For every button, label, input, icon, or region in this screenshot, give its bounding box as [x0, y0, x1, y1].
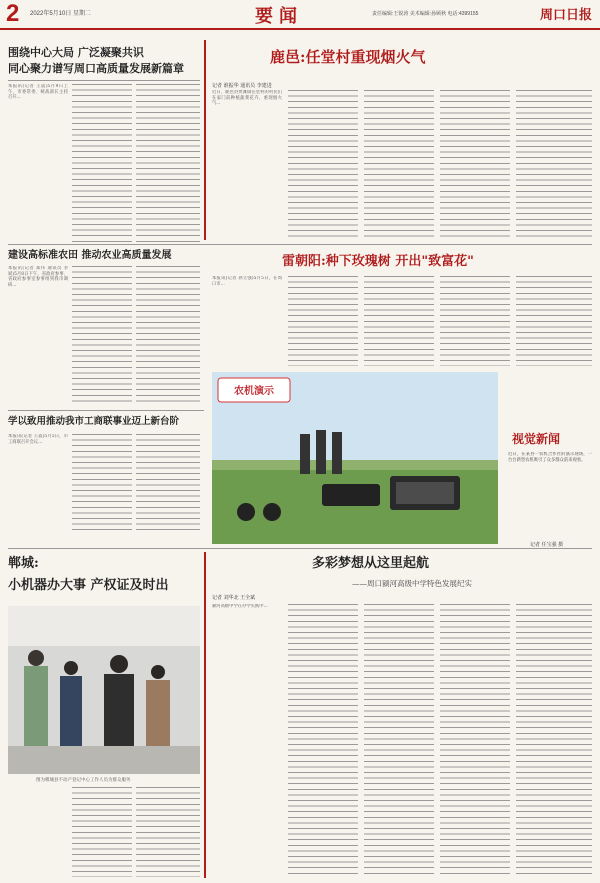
visual-news-title: 视觉新闻	[512, 432, 561, 446]
article3-body-col2	[72, 266, 132, 406]
article2-title: 鹿邑:任堂村重现烟火气	[270, 48, 426, 66]
article7-title: 多彩梦想从这里起航	[312, 556, 430, 571]
article1-title-line2: 同心聚力谱写周口高质量发展新篇章	[8, 62, 184, 75]
article4-body-col2	[288, 276, 358, 366]
article2-body-col4	[440, 90, 510, 240]
issue-date: 2022年5月10日 星期二	[30, 11, 92, 17]
newspaper-logo: 周口日报	[539, 8, 592, 23]
article2-lead: 近日，鹿邑县贾滩镇任堂村的村民们在家门前种植蔬菜花卉，重现烟火气...	[212, 90, 282, 107]
article6-body-col3	[136, 787, 200, 877]
article4-title: 雷朝阳:种下玫瑰树 开出"致富花"	[282, 254, 474, 269]
article2-body-col2	[288, 90, 358, 240]
article7-subtitle: ——周口颍河高级中学特色发展纪实	[352, 579, 472, 588]
article6-lead	[8, 787, 68, 877]
visual-news-caption: 近日，在某县一农机合作社的演示现场，一台台新型农机吸引了众多群众前来观看。	[508, 452, 592, 463]
article7-lead: 颍河高级中学在办学实践中...	[212, 604, 268, 609]
editors-line: 责任编辑:王锐涛 美术编辑:孙顾秋 电话:4399155	[372, 11, 479, 17]
article4-body-col4	[440, 276, 510, 366]
article4-body-col3	[364, 276, 434, 366]
section-title: 要闻	[255, 6, 303, 27]
article4-lead: 本报讯(记者 孙立强)5月5日，在周口市...	[212, 276, 282, 287]
article5-body-col3	[136, 434, 200, 534]
article7-byline: 记者 刘华北 王全斌	[212, 595, 256, 601]
article3-body-col3	[136, 266, 200, 406]
article7-body-col5	[516, 604, 592, 878]
photo-banner-text: 农机演示	[234, 386, 274, 397]
article2-body-col5	[516, 90, 592, 240]
article1-body-col3	[136, 84, 200, 244]
article5-body-col2	[72, 434, 132, 534]
article2-byline: 记者 谁振华 通讯员 李建进	[212, 83, 272, 89]
article3-lead: 本报讯(记者 郑伟 通讯员 李斌)5月8日下午，省政府参事、省政府参事室参事组到我市调研...	[8, 266, 68, 288]
article6-photo-caption: 图为郸城县不动产登记中心工作人员为群众服务	[36, 778, 131, 783]
article1-lead: 本报讯(记者 王震)5月9日上午，市委常委、统战部长主持召开...	[8, 84, 68, 101]
article6-body-col2	[72, 787, 132, 877]
article1-body-col2	[72, 84, 132, 244]
article4-body-col5	[516, 276, 592, 366]
article6-title-line2: 小机器办大事 产权证及时出	[8, 578, 169, 593]
article2-body-col3	[364, 90, 434, 240]
article5-lead: 本报讯(记者 王震)5月5日，市工商联召开会议...	[8, 434, 68, 445]
page-number: 2	[6, 0, 20, 27]
masthead	[0, 0, 600, 30]
article1-title-line1: 围绕中心大局 广泛凝聚共识	[8, 46, 144, 59]
article7-body-col4	[440, 604, 510, 878]
article6-title-line1: 郸城:	[8, 556, 39, 571]
visual-news-photo	[212, 372, 498, 544]
visual-news-credit: 记者 任宝强 摄	[530, 542, 564, 548]
article5-title: 学以致用推动我市工商联事业迈上新台阶	[8, 416, 180, 427]
article3-title: 建设高标准农田 推动农业高质量发展	[8, 250, 172, 261]
article7-body-col2	[288, 604, 358, 878]
article6-photo	[8, 606, 200, 774]
article7-body-col3	[364, 604, 434, 878]
